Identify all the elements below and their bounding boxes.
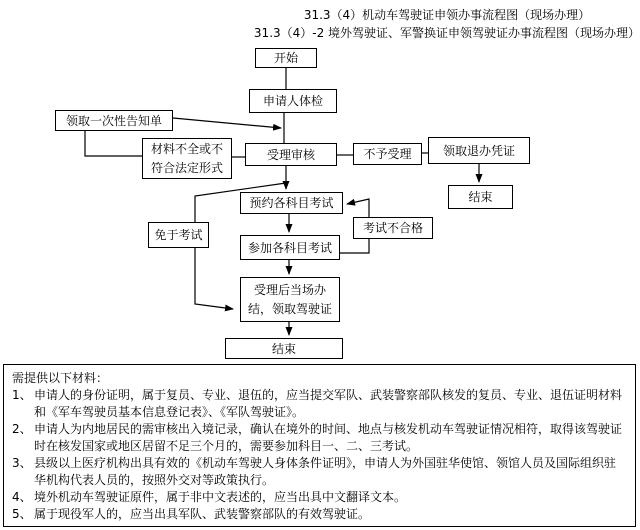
materials-item-2 [12,421,627,455]
materials-item-1 [12,387,627,421]
node-start: 开始 [255,48,317,68]
node-applicant-physical-exam: 申请人体检 [249,89,337,113]
materials-item-5 [12,506,627,523]
node-return-voucher: 领取退办凭证 [428,137,530,164]
materials-item-2-text: 申请人为内地居民的需审核出入境记录，确认在境外的时间、地点与核发机动车驾驶证情况相符，取得该驾驶证时在核发国家或地区居留不足三个月的，需要参加科目一、二、三考试。 [34,422,623,453]
node-acceptance-review: 受理审核 [245,143,337,166]
materials-item-1-text: 申请人的身份证明，属于复员、专业、退伍的，应当提交军队、武装警察部队核发的复员、专业、退伍证明材料和《军车驾驶员基本信息登记表》、《军队驾驶证》。 [34,388,623,419]
materials-item-3-number: 3、 [12,456,32,470]
node-book-subject-exams: 预约各科目考试 [240,192,343,214]
node-take-subject-exams: 参加各科目考试 [240,235,340,260]
materials-item-4-number: 4、 [12,490,32,504]
required-materials-box [3,364,636,527]
node-exam-exempt: 免于考试 [148,222,209,248]
materials-item-4 [12,489,627,506]
node-not-accepted: 不予受理 [353,143,422,165]
node-on-site-completion: 受理后当场办结，领取驾驶证 [240,277,340,322]
title-line-2: 31.3（4）-2 境外驾驶证、军警换证申领驾驶证办事流程图（现场办理） [253,26,640,40]
title-line-1: 31.3（4）机动车驾驶证申领办事流程图（现场办理） [303,8,591,22]
materials-header: 需提供以下材料： [12,371,109,385]
materials-item-3-text: 县级以上医疗机构出具有效的《机动车驾驶人身体条件证明》，申请人为外国驻华使馆、领馆人员及国际组织驻华机构代表人员的，按照外交对等政策执行。 [34,456,617,487]
node-exam-failed: 考试不合格 [353,217,433,239]
materials-item-1-number: 1、 [12,388,32,402]
materials-item-3 [12,455,627,489]
materials-item-5-number: 5、 [12,507,32,521]
node-materials-incomplete: 材料不全或不符合法定形式 [142,138,232,179]
materials-item-2-number: 2、 [12,422,32,436]
materials-item-4-text: 境外机动车驾驶证原件，属于非中文表述的，应当出具中文翻译文本。 [34,490,407,504]
node-end-reject: 结束 [448,185,513,209]
materials-item-5-text: 属于现役军人的，应当出具军队、武装警察部队的有效驾驶证。 [34,507,371,521]
node-one-time-notice: 领取一次性告知单 [55,110,173,131]
node-end-final: 结束 [225,338,343,359]
